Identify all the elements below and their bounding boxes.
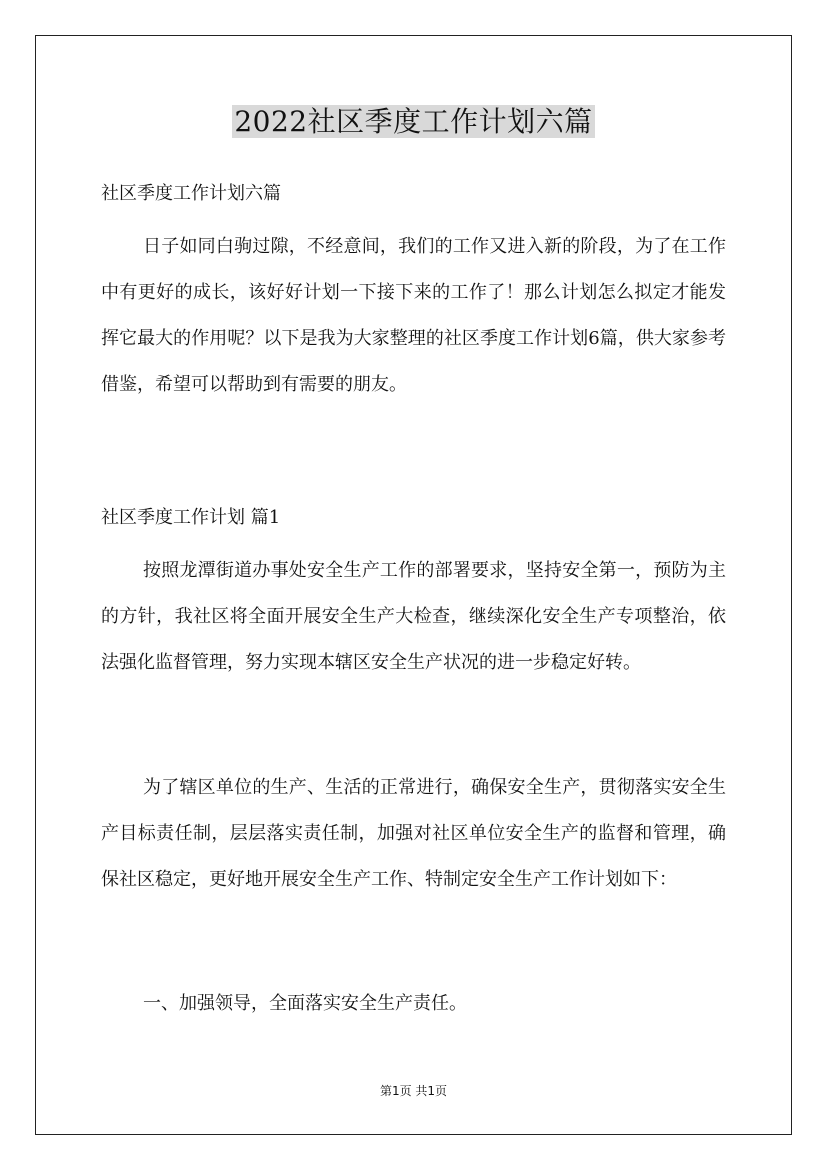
- body-paragraph-2: 为了辖区单位的生产、生活的正常进行，确保安全生产，贯彻落实安全生产目标责任制，层层落实责任制，加强对社区单位安全生产的监督和管理，确保社区稳定，更好地开展安全生产工作、特制定安全生产工作计划如下：: [101, 777, 726, 890]
- body-paragraph-3: 一、加强领导，全面落实安全生产责任。: [143, 993, 467, 1014]
- intro-paragraph: 日子如同白驹过隙，不经意间，我们的工作又进入新的阶段，为了在工作中有更好的成长，该好好计划一下接下来的工作了！那么计划怎么拟定才能发挥它最大的作用呢？以下是我为大家整理的社区季度工作计划6篇，供大家参考借鉴，希望可以帮助到有需要的朋友。: [101, 236, 726, 395]
- document-subtitle: 社区季度工作计划六篇: [101, 183, 281, 204]
- document-title: [0, 100, 827, 144]
- body-paragraph-1: 按照龙潭街道办事处安全生产工作的部署要求，坚持安全第一，预防为主的方针，我社区将全面开展安全生产大检查，继续深化安全生产专项整治，依法强化监督管理，努力实现本辖区安全生产状况的进一步稳定好转。: [101, 560, 726, 673]
- page-number: 第1页 共1页: [379, 1084, 448, 1098]
- document-title-text: 2022社区季度工作计划六篇: [234, 105, 593, 138]
- section-heading: 社区季度工作计划 篇1: [101, 507, 281, 528]
